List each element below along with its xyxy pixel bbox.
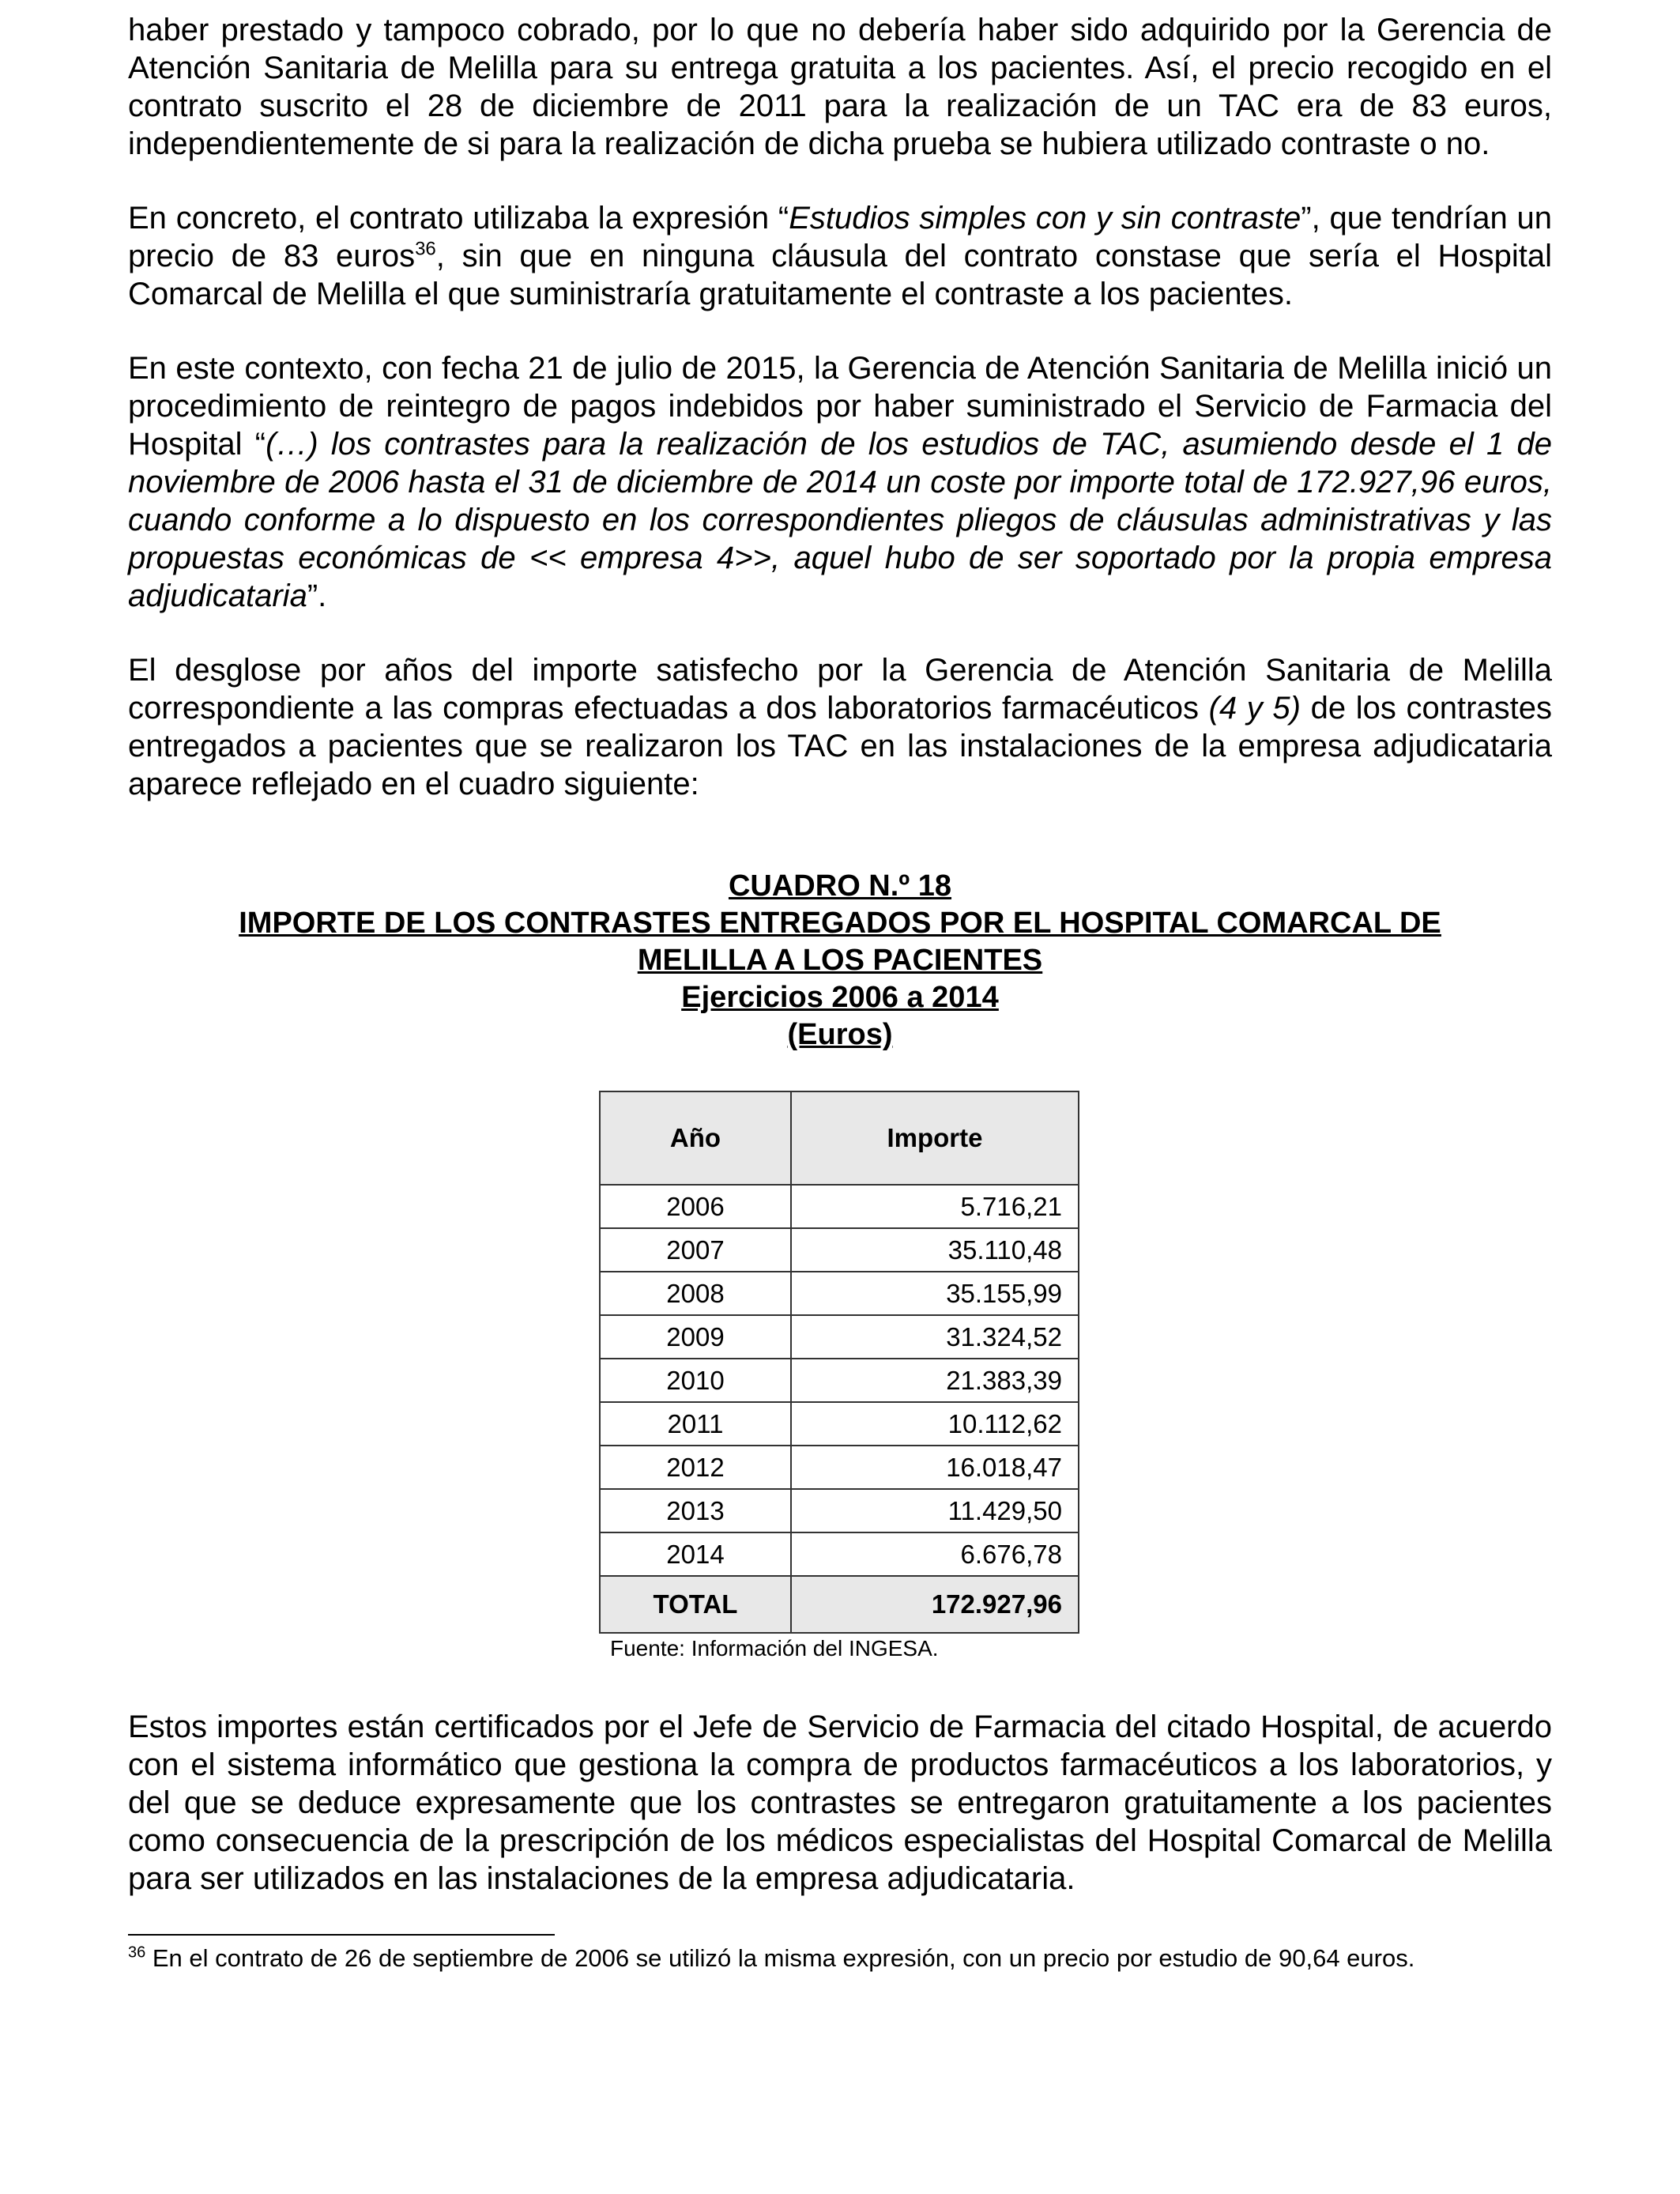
amounts-table <box>599 1091 1079 1634</box>
table-header-row <box>600 1091 1079 1185</box>
cell-year: 2012 <box>600 1446 791 1489</box>
paragraph-5: Estos importes están certificados por el Jefe de Servicio de Farmacia del citado Hospital, de acuerdo con el sistema informático que gestiona la compra de productos farmacéuticos a los laboratorios, y del que se deduce expresamente que los contrastes se entregaron gratuitamente a los pacientes como consecuencia de la prescripción de los médicos especialistas del Hospital Comarcal de Melilla para ser utilizados en las instalaciones de la empresa adjudicataria. <box>128 1710 1552 1896</box>
cell-year: 2014 <box>600 1532 791 1576</box>
paragraph-3-text-a: En este contexto, con fecha 21 de julio de 2015, la Gerencia de Atención Sanitaria de Melilla inició un procedimiento de reintegro de pagos indebidos por haber suministrado el Servicio de Farmacia del Hospital “ <box>128 351 1552 462</box>
table-caption <box>128 868 1552 1054</box>
paragraph-2-text-a: En concreto, el contrato utilizaba la expresión “ <box>128 201 789 236</box>
paragraph-3 <box>128 349 1552 615</box>
cell-amount: 5.716,21 <box>791 1185 1079 1228</box>
table-row <box>600 1228 1079 1272</box>
cell-amount: 10.112,62 <box>791 1402 1079 1446</box>
table-unit: (Euros) <box>787 1018 893 1051</box>
table-title-line-2: MELILLA A LOS PACIENTES <box>637 944 1043 977</box>
footnote-number: 36 <box>128 1943 146 1962</box>
table-title-line-1: IMPORTE DE LOS CONTRASTES ENTREGADOS POR EL HOSPITAL COMARCAL DE <box>239 907 1441 940</box>
total-amount: 172.927,96 <box>791 1576 1079 1633</box>
cell-year: 2010 <box>600 1359 791 1402</box>
cell-year: 2011 <box>600 1402 791 1446</box>
table-row <box>600 1532 1079 1576</box>
table-row <box>600 1272 1079 1315</box>
cell-amount: 31.324,52 <box>791 1315 1079 1359</box>
cell-year: 2009 <box>600 1315 791 1359</box>
cell-amount: 21.383,39 <box>791 1359 1079 1402</box>
paragraph-2 <box>128 199 1552 313</box>
paragraph-2-italic: Estudios simples con y sin contraste <box>789 201 1301 236</box>
paragraph-2-text-c: , sin que en ninguna cláusula del contrato constase que sería el Hospital Comarcal de Melilla el que suministraría gratuitamente el contraste a los pacientes. <box>128 239 1553 311</box>
cell-amount: 35.110,48 <box>791 1228 1079 1272</box>
table-row <box>600 1185 1079 1228</box>
cell-year: 2006 <box>600 1185 791 1228</box>
table-total-row <box>600 1576 1079 1633</box>
paragraph-4-italic: (4 y 5) <box>1208 691 1301 726</box>
total-label: TOTAL <box>600 1576 791 1633</box>
paragraph-3-quote: (…) los contrastes para la realización de los estudios de TAC, asumiendo desde el 1 de noviembre de 2006 hasta el 31 de diciembre de 2014 un coste por importe total de 172.927,96 euros, cuando conforme a lo dispuesto en los correspondientes pliegos de cláusulas administrativas y las propuestas económicas de << empresa 4>>, aquel hubo de ser soportado por la propia empresa adjudicataria <box>128 427 1552 613</box>
footnote <box>128 1943 1552 1973</box>
footnote-reference[interactable]: 36 <box>415 238 436 260</box>
table-number: CUADRO N.º 18 <box>728 869 952 903</box>
table-row <box>600 1359 1079 1402</box>
table-row <box>600 1315 1079 1359</box>
paragraph-4-text-a: El desglose por años del importe satisfecho por la Gerencia de Atención Sanitaria de Melilla correspondiente a las compras efectuadas a dos laboratorios farmacéuticos <box>128 653 1552 726</box>
cell-year: 2008 <box>600 1272 791 1315</box>
paragraph-4 <box>128 651 1552 803</box>
paragraph-2-text-b: ”, que tendrían un precio de 83 euros <box>128 201 1553 273</box>
cell-amount: 16.018,47 <box>791 1446 1079 1489</box>
cell-year: 2007 <box>600 1228 791 1272</box>
paragraph-1: haber prestado y tampoco cobrado, por lo que no debería haber sido adquirido por la Gerencia de Atención Sanitaria de Melilla para su entrega gratuita a los pacientes. Así, el precio recogido en el contrato suscrito el 28 de diciembre de 2011 para la realización de un TAC era de 83 euros, independientemente de si para la realización de dicha prueba se hubiera utilizado contraste o no. <box>128 13 1552 161</box>
document-page <box>128 11 1552 1973</box>
cell-year: 2013 <box>600 1489 791 1532</box>
cell-amount: 6.676,78 <box>791 1532 1079 1576</box>
footnote-text: En el contrato de 26 de septiembre de 2006 se utilizó la misma expresión, con un precio por estudio de 90,64 euros. <box>145 1944 1415 1972</box>
table-row <box>600 1402 1079 1446</box>
cell-amount: 35.155,99 <box>791 1272 1079 1315</box>
footnote-divider <box>128 1934 555 1936</box>
paragraph-3-text-b: ”. <box>307 579 327 613</box>
table-source: Fuente: Información del INGESA. <box>610 1636 939 1661</box>
cell-amount: 11.429,50 <box>791 1489 1079 1532</box>
table-period: Ejercicios 2006 a 2014 <box>681 981 999 1014</box>
table-row <box>600 1446 1079 1489</box>
table-row <box>600 1489 1079 1532</box>
header-year: Año <box>600 1091 791 1185</box>
header-amount: Importe <box>791 1091 1079 1185</box>
paragraph-4-text-b: de los contrastes entregados a pacientes que se realizaron los TAC en las instalaciones de la empresa adjudicataria aparece reflejado en el cuadro siguiente: <box>128 691 1553 801</box>
